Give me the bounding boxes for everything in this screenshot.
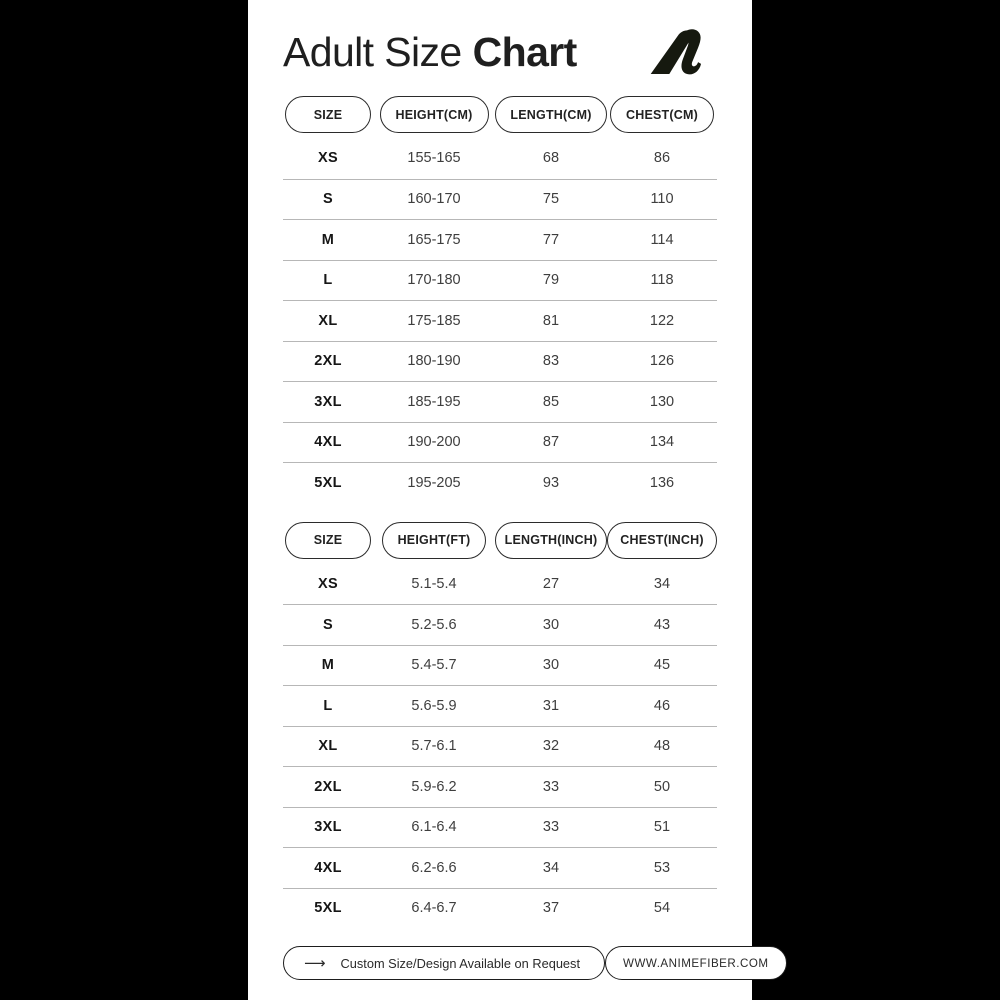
value-cell: 51 (653, 819, 671, 836)
value-cell: 34 (542, 859, 560, 876)
value-cell: 30 (542, 616, 560, 633)
size-label: XL (318, 312, 338, 329)
column-header-cell (607, 522, 717, 559)
table-row (283, 685, 717, 726)
value-cell: 5.2-5.6 (411, 616, 457, 633)
table-row (283, 462, 717, 503)
column-header-row (283, 522, 717, 559)
table-row (283, 766, 717, 807)
value-cell: 5.7-6.1 (411, 738, 457, 755)
value-cell: 110 (650, 191, 674, 208)
column-header-cell (607, 96, 717, 133)
value-cell: 185-195 (407, 393, 461, 410)
size-table-inch (283, 522, 717, 929)
value-cell: 77 (542, 231, 560, 248)
size-label: M (321, 657, 335, 674)
value-cell: 33 (542, 778, 560, 795)
value-cell: 6.1-6.4 (411, 819, 457, 836)
footer (283, 946, 769, 980)
custom-size-button[interactable] (283, 946, 605, 980)
table-row (283, 219, 717, 260)
table-row (283, 300, 717, 341)
size-label: 2XL (314, 353, 342, 370)
value-cell: 118 (650, 272, 674, 289)
value-cell: 5.1-5.4 (411, 575, 457, 592)
value-cell: 54 (653, 900, 671, 917)
size-label: 3XL (314, 393, 342, 410)
column-header-pill: SIZE (285, 522, 371, 559)
table-row (283, 807, 717, 848)
value-cell: 87 (542, 434, 560, 451)
value-cell: 85 (542, 393, 560, 410)
value-cell: 33 (542, 819, 560, 836)
value-cell: 170-180 (407, 272, 461, 289)
value-cell: 86 (653, 150, 671, 167)
value-cell: 160-170 (407, 191, 461, 208)
size-label: 5XL (314, 900, 342, 917)
column-header-cell (495, 96, 607, 133)
value-cell: 48 (653, 738, 671, 755)
value-cell: 6.4-6.7 (411, 900, 457, 917)
value-cell: 53 (653, 859, 671, 876)
value-cell: 134 (649, 434, 675, 451)
column-header-pill: HEIGHT(FT) (382, 522, 487, 559)
column-header-pill: CHEST(CM) (610, 96, 714, 133)
value-cell: 75 (542, 191, 560, 208)
column-header-cell (283, 96, 373, 133)
value-cell: 155-165 (407, 150, 461, 167)
column-header-cell (373, 96, 495, 133)
table-row (283, 179, 717, 220)
arrow-right-icon: ⟶ (304, 955, 326, 972)
size-label: XL (318, 738, 338, 755)
value-cell: 5.4-5.7 (411, 657, 457, 674)
sheet-content (248, 0, 769, 980)
value-cell: 122 (649, 312, 675, 329)
table-row (283, 138, 717, 179)
value-cell: 195-205 (407, 474, 461, 491)
size-label: 3XL (314, 819, 342, 836)
value-cell: 68 (542, 150, 560, 167)
table-row (283, 645, 717, 686)
header (283, 26, 717, 78)
size-label: 5XL (314, 474, 342, 491)
value-cell: 180-190 (407, 353, 461, 370)
website-button[interactable] (605, 946, 787, 980)
size-label: 2XL (314, 778, 342, 795)
column-header-cell (373, 522, 495, 559)
value-cell: 165-175 (407, 231, 461, 248)
value-cell: 126 (649, 353, 675, 370)
column-header-pill: HEIGHT(CM) (380, 96, 489, 133)
column-header-pill: SIZE (285, 96, 371, 133)
value-cell: 43 (653, 616, 671, 633)
size-label: 4XL (314, 859, 342, 876)
size-label: XS (318, 150, 338, 167)
table-row (283, 341, 717, 382)
value-cell: 175-185 (407, 312, 461, 329)
size-label: L (323, 272, 333, 289)
value-cell: 46 (653, 697, 671, 714)
custom-size-label: Custom Size/Design Available on Request (340, 955, 581, 971)
table-row (283, 888, 717, 929)
value-cell: 30 (542, 657, 560, 674)
size-label: XS (318, 575, 338, 592)
column-header-pill: CHEST(INCH) (607, 522, 717, 559)
value-cell: 45 (653, 657, 671, 674)
value-cell: 27 (542, 575, 560, 592)
column-header-pill: LENGTH(CM) (495, 96, 607, 133)
value-cell: 6.2-6.6 (411, 859, 457, 876)
size-label: S (323, 191, 333, 208)
value-cell: 190-200 (407, 434, 461, 451)
table-row (283, 381, 717, 422)
page-title-regular: Adult Size (283, 28, 462, 75)
value-cell: 79 (542, 272, 560, 289)
page-title (283, 29, 577, 76)
value-cell: 130 (649, 393, 675, 410)
value-cell: 31 (542, 697, 560, 714)
value-cell: 5.9-6.2 (411, 778, 457, 795)
value-cell: 114 (650, 231, 674, 248)
column-header-cell (495, 522, 607, 559)
animefiber-logo-icon (649, 25, 715, 79)
size-label: 4XL (314, 434, 342, 451)
value-cell: 32 (542, 738, 560, 755)
size-label: S (323, 616, 333, 633)
value-cell: 81 (542, 312, 560, 329)
value-cell: 93 (542, 474, 560, 491)
value-cell: 34 (653, 575, 671, 592)
page-title-bold: Chart (472, 28, 577, 75)
value-cell: 5.6-5.9 (411, 697, 457, 714)
size-chart-sheet (248, 0, 769, 1000)
table-row (283, 260, 717, 301)
table-row (283, 847, 717, 888)
column-header-pill: LENGTH(INCH) (495, 522, 607, 559)
value-cell: 136 (649, 474, 675, 491)
size-table-cm (283, 96, 717, 503)
table-rows (283, 138, 717, 503)
value-cell: 50 (653, 778, 671, 795)
column-header-row (283, 96, 717, 133)
table-rows (283, 564, 717, 929)
table-row (283, 422, 717, 463)
website-label: WWW.ANIMEFIBER.COM (623, 956, 769, 970)
size-label: M (321, 231, 335, 248)
table-row (283, 726, 717, 767)
column-header-cell (283, 522, 373, 559)
table-row (283, 564, 717, 605)
size-label: L (323, 697, 333, 714)
table-row (283, 604, 717, 645)
value-cell: 37 (542, 900, 560, 917)
value-cell: 83 (542, 353, 560, 370)
